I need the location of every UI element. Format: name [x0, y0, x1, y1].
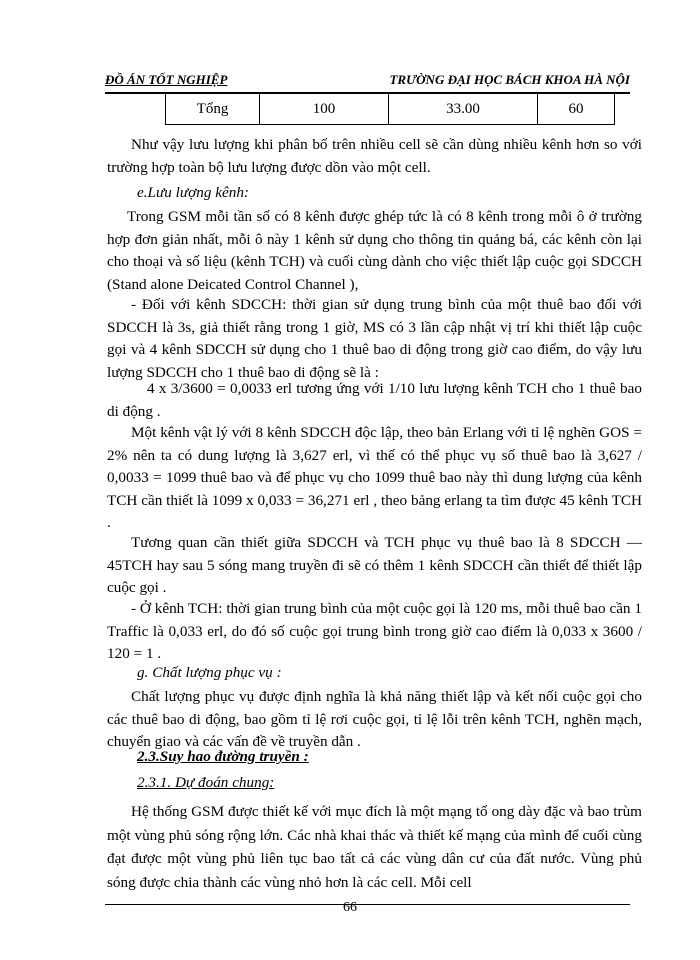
summary-table	[165, 93, 615, 125]
page-header	[105, 70, 630, 94]
section-heading: g. Chất lượng phục vụ :	[137, 664, 282, 681]
page-number: 66	[343, 900, 357, 915]
paragraph: - Đối với kênh SDCCH: thời gian sử dụng trung bình của một thuê bao đối với SDCCH là 3s, giả thiết rằng trong 1 giờ, MS có 3 lần cập nhật vị trí khi thiết lập cuộc gọi và 4 kênh SDCCH sử dụng cho 1 thuê bao di động trong giờ cao điểm, do vậy lưu lượng SDCCH cho 1 thuê bao di động sẽ là :	[107, 296, 642, 381]
header-left-title: ĐỒ ÁN TỐT NGHIỆP	[105, 72, 228, 87]
paragraph: 4 x 3/3600 = 0,0033 erl tương ứng với 1/10 lưu lượng kênh TCH cho 1 thuê bao di động .	[107, 380, 642, 420]
subsection-heading: 2.3.1. Dự đoán chung:	[137, 774, 275, 791]
paragraph: Tương quan cần thiết giữa SDCCH và TCH phục vụ thuê bao là 8 SDCCH — 45TCH hay sau 5 sóng mang truyền đi sẽ có thêm 1 kênh SDCCH cần thiết để thiết lập cuộc gọi .	[107, 534, 642, 596]
paragraph: Trong GSM mỗi tần số có 8 kênh được ghép tức là có 8 kênh trong mỗi ô ở trường hợp đơn giản nhất, mỗi ô này 1 kênh sử dụng cho thông tin quảng bá, các kênh còn lại cho thoại và số liệu (kênh TCH) và cuối cùng dành cho việc thiết lập cuộc gọi SDCCH (Stand alone Deicated Control Channel ),	[107, 208, 642, 293]
section-heading: 2.3.Suy hao đường truyền :	[137, 748, 309, 765]
paragraph: Chất lượng phục vụ được định nghĩa là khả năng thiết lập và kết nối cuộc gọi cho các thuê bao di động, bao gồm tỉ lệ rơi cuộc gọi, tỉ lệ lỗi trên kênh TCH, nghẽn mạch, chuyển giao và các vấn đề về truyền dẫn .	[107, 688, 642, 750]
table-row	[166, 94, 615, 125]
paragraph: Hệ thống GSM được thiết kế với mục đích là một mạng tổ ong dày đặc và bao trùm một vùng phủ sóng rộng lớn. Các nhà khai thác và thiết kế mạng của mình để cuối cùng đạt được một vùng phủ liên tục bao tất cả các vùng dân cư của đất nước. Vùng phủ sóng được chia thành các vùng nhỏ hơn là các cell. Mỗi cell	[107, 803, 642, 891]
paragraph: Như vậy lưu lượng khi phân bố trên nhiều cell sẽ cần dùng nhiều kênh hơn so với trường hợp toàn bộ lưu lượng được dồn vào một cell.	[107, 136, 642, 176]
section-heading: e.Lưu lượng kênh:	[137, 184, 249, 201]
paragraph: Một kênh vật lý với 8 kênh SDCCH độc lập, theo bản Erlang với tỉ lệ nghẽn GOS = 2% nên ta có dung lượng là 3,627 erl, vì thế có thể phục vụ số thuê bao là 3,627 / 0,0033 = 1099 thuê bao và để phục vụ cho 1099 thuê bao này thì dung lượng của kênh TCH cần thiết là 1099 x 0,033 = 36,271 erl , theo bảng erlang ta tìm được 45 kênh TCH .	[107, 424, 642, 531]
table-cell: 60	[538, 94, 615, 125]
table-cell: 33.00	[389, 94, 538, 125]
paragraph: - Ở kênh TCH: thời gian trung bình của một cuộc gọi là 120 ms, mỗi thuê bao cần 1 Traffic là 0,033 erl, do đó số cuộc gọi trung bình trong giờ cao điểm là 0,033 x 3600 / 120 = 1 .	[107, 600, 642, 662]
header-right-title: TRƯỜNG ĐẠI HỌC BÁCH KHOA HÀ NỘI	[389, 72, 630, 87]
table-cell: 100	[260, 94, 389, 125]
table-cell: Tổng	[166, 94, 260, 125]
